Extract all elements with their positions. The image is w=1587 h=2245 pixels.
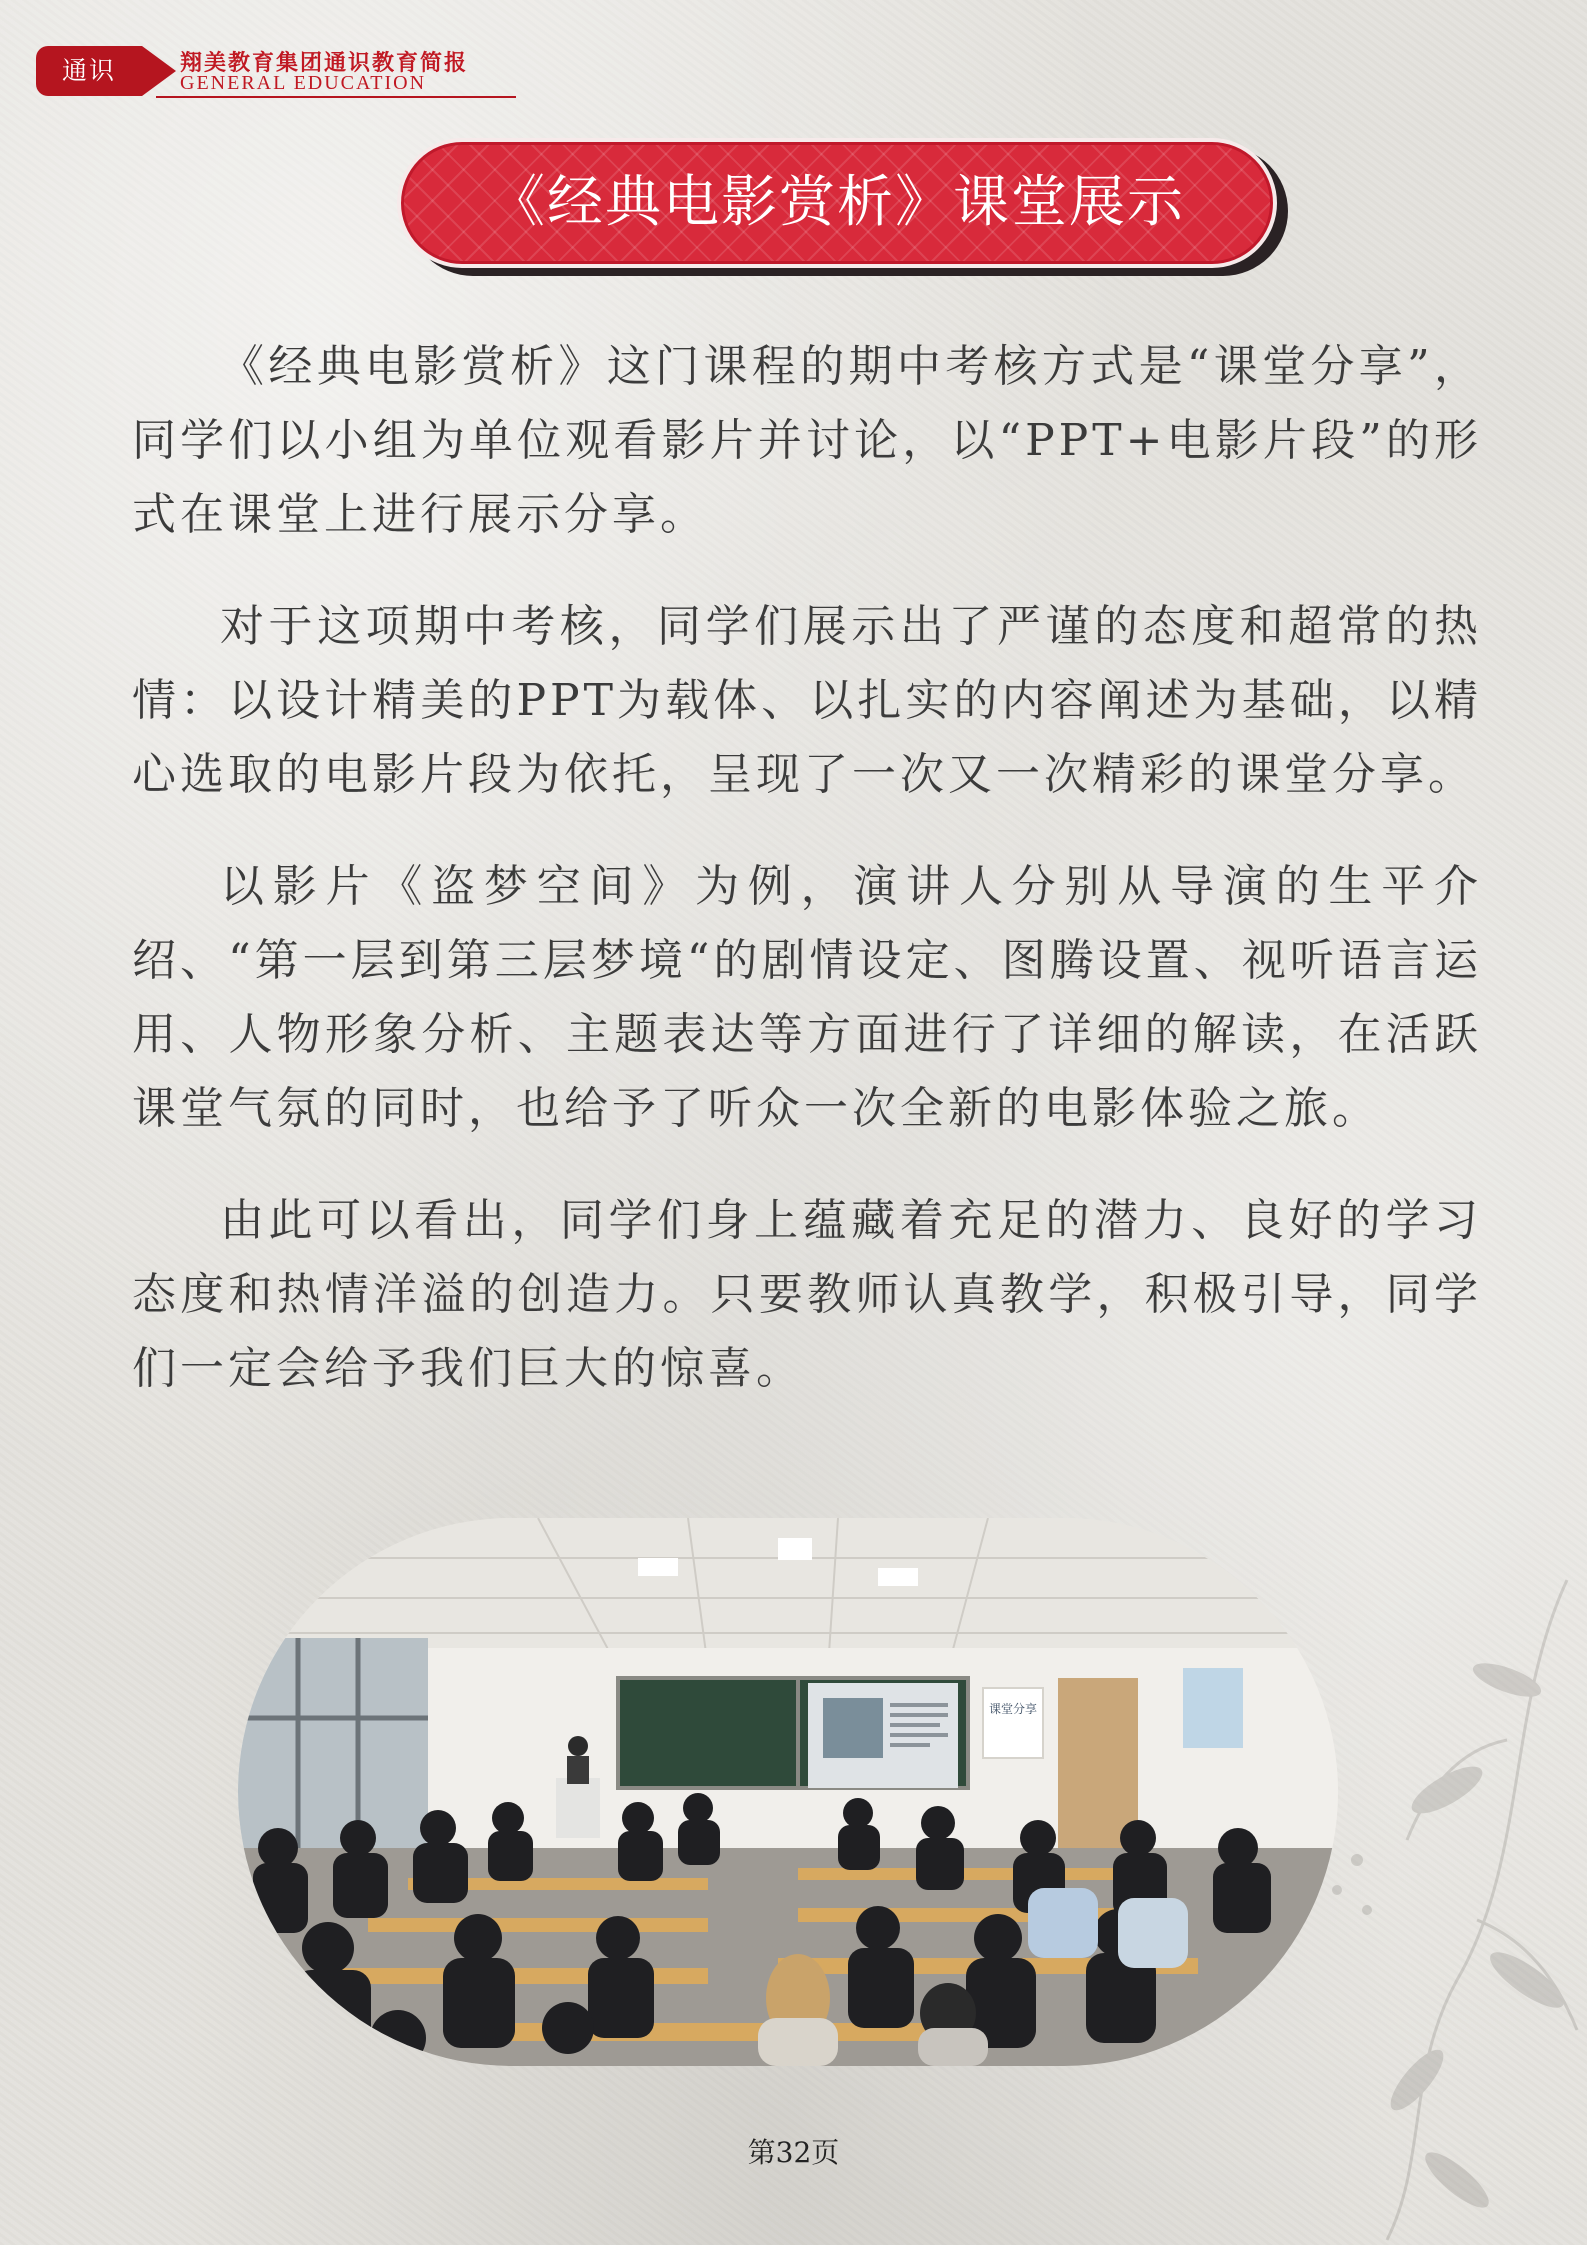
blackboard — [618, 1678, 798, 1788]
paragraph-conclusion: 由此可以看出，同学们身上蕴藏着充足的潜力、良好的学习态度和热情洋溢的创造力。只要教师认真教学，积极引导，同学们一定会给予我们巨大的惊喜。 — [132, 1195, 1482, 1394]
section-tag: 通识 — [36, 46, 142, 96]
paragraph-attitude: 对于这项期中考核，同学们展示出了严谨的态度和超常的热情：以设计精美的PPT为载体、以扎实的内容阐述为基础，以精心选取的电影片段为依托，呈现了一次又一次精彩的课堂分享。 — [132, 601, 1482, 800]
presenter-body — [567, 1756, 589, 1784]
notice-board — [1183, 1668, 1243, 1748]
classroom-scene — [238, 1518, 1338, 2066]
ceiling-light — [638, 1558, 678, 1576]
paragraph-example: 以影片《盗梦空间》为例，演讲人分别从导演的生平介绍、“第一层到第三层梦境“的剧情设定、图腾设置、视听语言运用、人物形象分析、主题表达等方面进行了详细的解读，在活跃课堂气氛的同时，也给予了听众一次全新的电影体验之旅。 — [132, 861, 1482, 1134]
slide-image — [823, 1698, 883, 1758]
ceiling-light — [778, 1538, 812, 1560]
title-banner — [397, 138, 1277, 268]
article-body — [132, 330, 1482, 1444]
ceiling-light — [878, 1568, 918, 1586]
side-poster-title: 课堂分享 — [988, 1702, 1038, 1716]
paragraph-intro: 《经典电影赏析》这门课程的期中考核方式是“课堂分享”，同学们以小组为单位观看影片并讨论，以“PPT+电影片段”的形式在课堂上进行展示分享。 — [132, 341, 1482, 540]
lectern — [556, 1778, 600, 1838]
section-tag-arrow — [142, 46, 176, 96]
header-underline — [156, 96, 516, 98]
classroom-photo — [238, 1518, 1338, 2066]
newsletter-header — [36, 42, 496, 100]
article-title: 《经典电影赏析》课堂展示 — [489, 170, 1185, 235]
side-poster — [983, 1688, 1043, 1758]
newsletter-title-cn: 翔美教育集团通识教育简报 — [180, 50, 469, 76]
page-number: 第32页 — [747, 2136, 840, 2169]
newsletter-title-en: GENERAL EDUCATION — [180, 72, 427, 94]
presenter-head — [568, 1736, 588, 1756]
